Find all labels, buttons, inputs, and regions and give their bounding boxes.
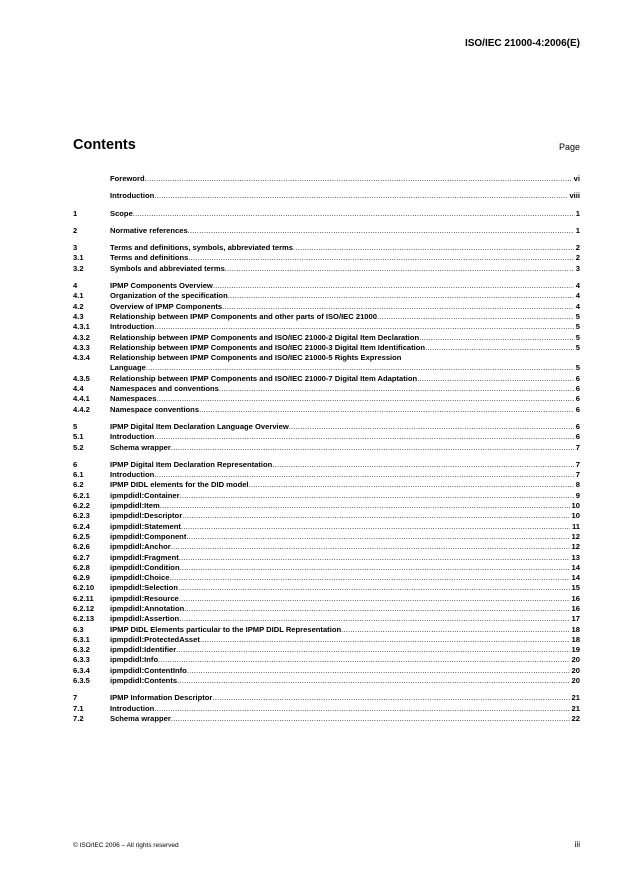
toc-entry-page: 12	[571, 531, 580, 541]
toc-entry-page: 4	[575, 291, 580, 301]
toc-entry-title: Terms and definitions, symbols, abbreviated terms	[110, 243, 294, 253]
toc-entry-title: Normative references	[110, 225, 188, 235]
toc-entry[interactable]	[73, 343, 580, 353]
toc-entry-title: ipmpdidl:ContentInfo	[110, 665, 187, 675]
dot-leader	[154, 432, 573, 442]
toc-entry-page: 2	[575, 243, 580, 253]
toc-entry[interactable]	[73, 209, 580, 219]
dot-leader	[419, 333, 574, 343]
toc-entry-page: 18	[571, 634, 580, 644]
toc-entry-number: 2	[73, 225, 78, 235]
toc-entry-page: 12	[571, 542, 580, 552]
toc-entry-title: IPMP DIDL Elements particular to the IPMP DIDL Representation	[110, 624, 342, 634]
dot-leader	[154, 470, 573, 480]
dot-leader	[179, 553, 570, 563]
toc-entry-number: 6.2.2	[73, 501, 90, 511]
toc-entry-page: 6	[575, 384, 580, 394]
dot-leader	[200, 635, 570, 645]
toc-entry-page: 5	[575, 342, 580, 352]
toc-entry-number: 4.3.2	[73, 332, 90, 342]
toc-entry-number: 4	[73, 281, 78, 291]
toc-entry[interactable]	[73, 312, 580, 322]
footer-copyright: © ISO/IEC 2006 – All rights reserved	[73, 842, 179, 849]
toc-entry-page: 8	[575, 480, 580, 490]
dot-leader	[180, 563, 570, 573]
toc-entry-title: ipmpdidl:Fragment	[110, 552, 179, 562]
dot-leader	[228, 291, 574, 301]
toc-entry-title: ipmpdidl:Item	[110, 501, 160, 511]
toc-entry-title: Foreword	[110, 174, 145, 183]
dot-leader	[219, 384, 574, 394]
toc-entry-title: Relationship between IPMP Components and ISO/IEC 21000-7 Digital Item Adaptation	[110, 373, 418, 383]
toc-entry[interactable]	[73, 281, 580, 291]
toc-entry-title: Namespace conventions	[110, 404, 200, 414]
toc-entry-page: 14	[571, 573, 580, 583]
toc-entry-title: ipmpdidl:ProtectedAsset	[110, 634, 200, 644]
toc-entry[interactable]	[73, 573, 580, 583]
toc-entry-title: ipmpdidl:Condition	[110, 562, 180, 572]
toc-entry-title: ipmpdidl:Statement	[110, 521, 181, 531]
toc-entry-title: Introduction	[110, 470, 155, 480]
toc-entry-number: 4.4.1	[73, 394, 90, 404]
toc-entry-number: 6.2.4	[73, 521, 90, 531]
toc-entry-number: 6.1	[73, 470, 84, 480]
toc-entry-number: 4.1	[73, 291, 84, 301]
dot-leader	[187, 666, 570, 676]
toc-entry[interactable]	[73, 704, 580, 714]
toc-entry-page: 1	[575, 225, 580, 235]
toc-entry-page: 3	[575, 263, 580, 273]
toc-entry-number: 6.2	[73, 480, 84, 490]
toc-entry[interactable]	[73, 460, 580, 470]
toc-entry-number: 4.2	[73, 301, 84, 311]
toc-entry-number: 6.3	[73, 624, 84, 634]
toc-entry-title: ipmpdidl:Assertion	[110, 614, 180, 624]
toc-entry-page: 7	[575, 459, 580, 469]
toc-entry-continuation[interactable]	[73, 363, 580, 373]
toc-entry-page: 16	[571, 603, 580, 613]
toc-entry[interactable]	[73, 604, 580, 614]
toc-entry[interactable]	[73, 491, 580, 501]
toc-entry-title: ipmpdidl:Choice	[110, 573, 170, 583]
dot-leader	[213, 281, 574, 291]
toc-entry-page: 21	[571, 703, 580, 713]
toc-entry-title: IPMP Information Descriptor	[110, 693, 213, 703]
toc-entry-number: 6.2.1	[73, 490, 90, 500]
table-of-contents	[73, 174, 580, 724]
toc-entry-page: 2	[575, 253, 580, 263]
dot-leader	[341, 625, 569, 635]
dot-leader	[171, 443, 574, 453]
toc-entry-number: 6.2.9	[73, 573, 90, 583]
dot-leader	[177, 676, 569, 686]
dot-leader	[179, 594, 570, 604]
toc-entry[interactable]	[73, 645, 580, 655]
toc-entry-number: 1	[73, 208, 78, 218]
toc-entry-number: 3	[73, 243, 78, 253]
toc-entry-page: 22	[571, 713, 580, 723]
toc-entry-number: 3.2	[73, 263, 84, 273]
toc-entry[interactable]	[73, 443, 580, 453]
toc-entry[interactable]	[73, 253, 580, 263]
page-title: Contents	[73, 137, 136, 153]
toc-entry-number: 5.2	[73, 442, 84, 452]
toc-entry[interactable]	[73, 614, 580, 624]
toc-entry-page: 10	[571, 501, 580, 511]
toc-entry-number: 4.4.2	[73, 404, 90, 414]
toc-entry-page: 6	[575, 373, 580, 383]
page-column-label: Page	[558, 142, 580, 152]
document-header: ISO/IEC 21000-4:2006(E)	[464, 38, 580, 49]
dot-leader	[158, 655, 569, 665]
toc-entry-page: 14	[571, 562, 580, 572]
toc-entry-page: 7	[575, 442, 580, 452]
toc-entry-page: vi	[573, 174, 580, 183]
toc-entry-page: 15	[571, 583, 580, 593]
toc-entry-number: 6.3.3	[73, 655, 90, 665]
toc-entry-number: 4.4	[73, 384, 84, 394]
dot-leader	[178, 583, 570, 593]
toc-entry-title: Relationship between IPMP Components and ISO/IEC 21000-5 Rights Expression	[110, 353, 402, 363]
toc-entry-title: Introduction	[110, 322, 155, 332]
toc-entry-number: 6.3.1	[73, 634, 90, 644]
toc-entry[interactable]	[73, 655, 580, 665]
toc-entry-title: ipmpdidl:Annotation	[110, 603, 185, 613]
toc-entry-number: 7.2	[73, 713, 84, 723]
toc-entry-number: 7	[73, 693, 78, 703]
toc-entry-title: ipmpdidl:Anchor	[110, 542, 171, 552]
toc-entry-title: Namespaces	[110, 394, 157, 404]
dot-leader	[176, 645, 569, 655]
toc-entry-number: 6.2.5	[73, 531, 90, 541]
toc-entry[interactable]	[73, 243, 580, 253]
toc-entry-page: 5	[575, 363, 580, 373]
toc-entry-number: 4.3.4	[73, 353, 90, 363]
dot-leader	[171, 542, 570, 552]
toc-entry[interactable]	[73, 563, 580, 573]
toc-entry-number: 3.1	[73, 253, 84, 263]
toc-entry-page: 6	[575, 394, 580, 404]
toc-entry[interactable]	[73, 501, 580, 511]
toc-entry-title: ipmpdidl:Info	[110, 655, 159, 665]
footer-page-number: iii	[574, 840, 580, 849]
dot-leader	[146, 363, 574, 373]
toc-entry-title: ipmpdidl:Contents	[110, 676, 178, 686]
toc-entry-page: viii	[569, 191, 580, 201]
toc-entry-page: 7	[575, 470, 580, 480]
toc-entry[interactable]	[73, 174, 580, 184]
toc-entry-page: 4	[575, 281, 580, 291]
toc-entry[interactable]	[73, 532, 580, 542]
toc-entry-number: 6.2.7	[73, 552, 90, 562]
toc-entry-page: 4	[575, 301, 580, 311]
toc-entry-page: 13	[571, 552, 580, 562]
toc-entry-page: 9	[575, 490, 580, 500]
toc-entry-page: 1	[575, 208, 580, 218]
toc-entry-page: 18	[571, 624, 580, 634]
toc-entry-page: 19	[571, 645, 580, 655]
toc-entry-title: Terms and definitions	[110, 253, 189, 263]
toc-entry-title: ipmpdidl:Descriptor	[110, 511, 183, 521]
toc-entry[interactable]	[73, 542, 580, 552]
dot-leader	[377, 312, 574, 322]
toc-entry[interactable]	[73, 322, 580, 332]
toc-entry[interactable]	[73, 470, 580, 480]
dot-leader	[156, 394, 573, 404]
dot-leader	[186, 532, 569, 542]
toc-entry[interactable]	[73, 583, 580, 593]
dot-leader	[154, 704, 569, 714]
dot-leader	[145, 174, 572, 184]
dot-leader	[180, 491, 574, 501]
toc-entry-number: 6	[73, 459, 78, 469]
toc-entry-title: IPMP Digital Item Declaration Language Overview	[110, 421, 289, 431]
toc-entry[interactable]	[73, 422, 580, 432]
dot-leader	[179, 614, 569, 624]
toc-entry[interactable]	[73, 191, 580, 201]
toc-entry-number: 4.3.1	[73, 322, 90, 332]
toc-entry-page: 6	[575, 421, 580, 431]
dot-leader	[184, 604, 569, 614]
toc-entry-number: 6.3.4	[73, 665, 90, 675]
toc-entry-title: ipmpdidl:Identifier	[110, 645, 177, 655]
toc-entry-number: 6.2.3	[73, 511, 90, 521]
toc-entry[interactable]	[73, 374, 580, 384]
toc-entry-number: 6.2.12	[73, 603, 95, 613]
toc-entry[interactable]	[73, 635, 580, 645]
dot-leader	[188, 226, 574, 236]
dot-leader	[293, 243, 574, 253]
toc-entry[interactable]	[73, 522, 580, 532]
toc-entry-title: Symbols and abbreviated terms	[110, 263, 225, 273]
toc-entry-title: Introduction	[110, 191, 155, 201]
toc-entry-number: 6.2.8	[73, 562, 90, 572]
toc-entry-page: 16	[571, 593, 580, 603]
toc-entry-page: 21	[571, 693, 580, 703]
toc-entry-title: Schema wrapper	[110, 442, 171, 452]
toc-entry-title: Namespaces and conventions	[110, 384, 219, 394]
dot-leader	[133, 209, 574, 219]
toc-entry[interactable]	[73, 333, 580, 343]
toc-entry-title: IPMP Digital Item Declaration Representation	[110, 459, 273, 469]
toc-entry[interactable]	[73, 405, 580, 415]
dot-leader	[154, 191, 567, 201]
dot-leader	[272, 460, 573, 470]
toc-entry-number: 7.1	[73, 703, 84, 713]
toc-entry[interactable]	[73, 693, 580, 703]
toc-entry-title: IPMP Components Overview	[110, 281, 213, 291]
toc-entry-title: Schema wrapper	[110, 713, 171, 723]
dot-leader	[188, 253, 573, 263]
dot-leader	[289, 422, 574, 432]
toc-entry[interactable]	[73, 553, 580, 563]
toc-entry[interactable]	[73, 714, 580, 724]
toc-entry[interactable]	[73, 432, 580, 442]
toc-entry-page: 20	[571, 676, 580, 686]
toc-entry-title: Relationship between IPMP Components and ISO/IEC 21000-3 Digital Item Identification	[110, 342, 426, 352]
toc-entry-page: 11	[571, 521, 580, 531]
toc-entry-page: 20	[571, 665, 580, 675]
toc-entry-title: Scope	[110, 208, 133, 218]
toc-entry[interactable]	[73, 666, 580, 676]
toc-entry-page: 6	[575, 404, 580, 414]
toc-entry[interactable]	[73, 264, 580, 274]
dot-leader	[154, 322, 573, 332]
toc-entry-number: 6.3.5	[73, 676, 90, 686]
dot-leader	[169, 573, 569, 583]
toc-entry-number: 4.3.3	[73, 342, 90, 352]
dot-leader	[181, 522, 570, 532]
toc-entry-title: ipmpdidl:Resource	[110, 593, 179, 603]
toc-entry-number: 6.2.10	[73, 583, 95, 593]
toc-entry-title: ipmpdidl:Container	[110, 490, 180, 500]
toc-entry[interactable]	[73, 394, 580, 404]
toc-entry-title: Relationship between IPMP Components and ISO/IEC 21000-2 Digital Item Declaration	[110, 332, 420, 342]
toc-entry[interactable]	[73, 594, 580, 604]
dot-leader	[182, 511, 569, 521]
toc-entry-title: Overview of IPMP Components	[110, 301, 223, 311]
toc-entry-number: 4.3	[73, 311, 84, 321]
toc-entry[interactable]	[73, 625, 580, 635]
toc-entry-title-continuation: Language	[110, 363, 146, 373]
toc-entry[interactable]	[73, 480, 580, 490]
toc-entry-title: Introduction	[110, 703, 155, 713]
toc-entry-title: ipmpdidl:Selection	[110, 583, 178, 593]
dot-leader	[212, 693, 569, 703]
dot-leader	[171, 714, 570, 724]
toc-entry-number: 6.3.2	[73, 645, 90, 655]
dot-leader	[225, 264, 574, 274]
toc-entry-title: IPMP DIDL elements for the DID model	[110, 480, 249, 490]
toc-entry-number: 5.1	[73, 432, 84, 442]
toc-entry-page: 20	[571, 655, 580, 665]
dot-leader	[417, 374, 574, 384]
toc-entry-page: 5	[575, 311, 580, 321]
toc-entry-page: 6	[575, 432, 580, 442]
toc-entry[interactable]	[73, 676, 580, 686]
toc-entry-number: 6.2.11	[73, 593, 94, 603]
dot-leader	[222, 302, 574, 312]
dot-leader	[199, 405, 574, 415]
dot-leader	[425, 343, 574, 353]
toc-entry[interactable]	[73, 291, 580, 301]
toc-entry-title: Relationship between IPMP Components and other parts of ISO/IEC 21000	[110, 311, 377, 321]
toc-entry-page: 5	[575, 332, 580, 342]
dot-leader	[160, 501, 570, 511]
toc-entry-page: 5	[575, 322, 580, 332]
toc-entry-title: Introduction	[110, 432, 155, 442]
toc-entry-number: 4.3.5	[73, 373, 90, 383]
toc-entry[interactable]	[73, 384, 580, 394]
toc-entry-page: 17	[571, 614, 580, 624]
toc-entry[interactable]	[73, 302, 580, 312]
toc-entry-page: 10	[571, 511, 580, 521]
toc-entry-number: 6.2.13	[73, 614, 95, 624]
toc-entry-title: ipmpdidl:Component	[110, 531, 187, 541]
dot-leader	[249, 480, 574, 490]
toc-entry[interactable]	[73, 226, 580, 236]
toc-entry[interactable]	[73, 353, 580, 363]
toc-entry-title: Organization of the specification	[110, 291, 228, 301]
toc-entry-number: 6.2.6	[73, 542, 90, 552]
toc-entry-number: 5	[73, 421, 78, 431]
toc-entry[interactable]	[73, 511, 580, 521]
